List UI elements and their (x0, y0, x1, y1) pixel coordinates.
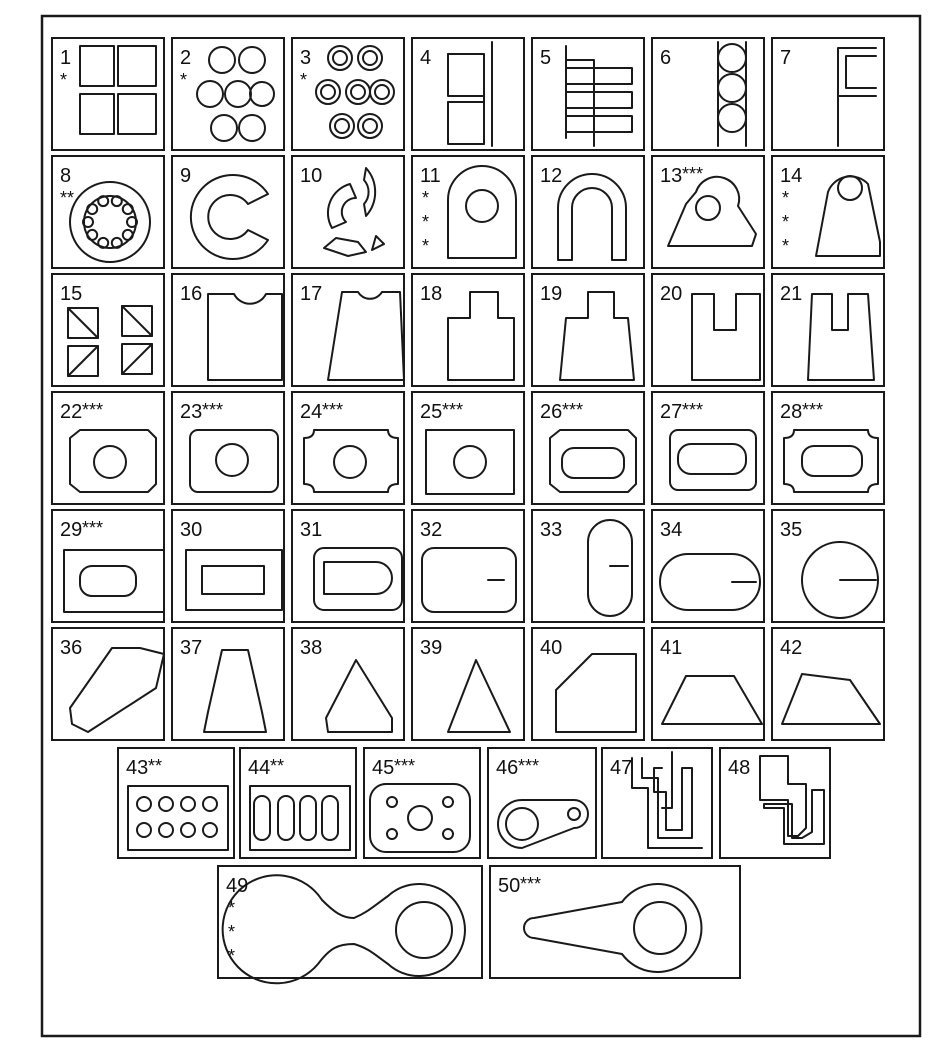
shape-cell-35 (772, 510, 884, 622)
cell-number: 21 (780, 283, 803, 305)
difficulty-stars: *** (682, 164, 704, 184)
shape-cell-1 (52, 38, 164, 150)
shape-cell-41 (652, 628, 764, 740)
shape-cell-18 (412, 274, 524, 386)
shape-cell-15 (52, 274, 164, 386)
shape-cell-36 (52, 628, 164, 740)
cell-number: 11 (420, 165, 441, 187)
cell-number: 26 (540, 401, 563, 423)
cell-number: 46 (496, 757, 519, 779)
shape-cell-2 (172, 38, 284, 150)
cell-number: 36 (60, 637, 83, 659)
cell-number: 42 (780, 637, 803, 659)
shape-cell-9 (172, 156, 284, 268)
difficulty-stars: *** (82, 400, 104, 420)
cell-number: 5 (540, 47, 552, 69)
cell-number: 16 (180, 283, 203, 305)
shape-cell-33 (532, 510, 644, 622)
shape-cell-26 (532, 392, 644, 504)
cell-number: 13 (660, 165, 683, 187)
shape-cell-32 (412, 510, 524, 622)
shape-cell-14 (772, 156, 884, 268)
shape-cell-30 (172, 510, 284, 622)
shape-cell-31 (292, 510, 404, 622)
cell-number: 45 (372, 757, 395, 779)
cell-number: 48 (728, 757, 751, 779)
shape-cell-20 (652, 274, 764, 386)
cell-number: 18 (420, 283, 443, 305)
cell-number: 12 (540, 165, 563, 187)
cell-number: 22 (60, 401, 83, 423)
cell-number: 10 (300, 165, 323, 187)
shape-cell-10 (292, 156, 404, 268)
cell-number: 9 (180, 165, 192, 187)
difficulty-stars: *** (82, 518, 104, 538)
shape-cell-24 (292, 392, 404, 504)
cell-number: 38 (300, 637, 323, 659)
difficulty-stars: *** (802, 400, 824, 420)
shape-cell-29 (52, 510, 164, 622)
shape-cell-8 (52, 156, 164, 268)
shape-cell-6 (652, 38, 764, 150)
cell-number: 19 (540, 283, 563, 305)
cell-number: 43 (126, 757, 149, 779)
shape-cell-34 (652, 510, 764, 622)
cell-number: 7 (780, 47, 792, 69)
shape-cell-48 (720, 748, 830, 858)
cell-number: 24 (300, 401, 323, 423)
shape-cell-7 (772, 38, 884, 150)
cell-number: 35 (780, 519, 803, 541)
cell-number: 27 (660, 401, 683, 423)
difficulty-stars: *** (442, 400, 464, 420)
shape-cell-47 (602, 748, 712, 858)
shape-cell-45 (364, 748, 480, 858)
cell-number: 32 (420, 519, 443, 541)
cell-number: 34 (660, 519, 683, 541)
difficulty-stars: ** (148, 756, 163, 776)
cell-number: 49 (226, 875, 249, 897)
difficulty-stars: * (180, 70, 188, 90)
shape-cell-28 (772, 392, 884, 504)
shape-cell-43 (118, 748, 234, 858)
shape-cell-49 (218, 866, 482, 983)
cell-number: 25 (420, 401, 443, 423)
cell-number: 33 (540, 519, 563, 541)
difficulty-stars: *** (202, 400, 224, 420)
cell-number: 20 (660, 283, 683, 305)
shape-cell-21 (772, 274, 884, 386)
shape-cell-50 (490, 866, 740, 978)
cell-number: 4 (420, 47, 432, 69)
difficulty-stars: * * * (422, 188, 430, 256)
shape-cell-37 (172, 628, 284, 740)
cell-number: 29 (60, 519, 83, 541)
cell-number: 30 (180, 519, 203, 541)
cell-number: 23 (180, 401, 203, 423)
cell-number: 40 (540, 637, 563, 659)
cell-number: 14 (780, 165, 803, 187)
cell-number: 47 (610, 757, 633, 779)
cell-number: 31 (300, 519, 323, 541)
cell-number: 39 (420, 637, 443, 659)
cell-number: 50 (498, 875, 521, 897)
cell-number: 6 (660, 47, 672, 69)
shape-cell-27 (652, 392, 764, 504)
cell-number: 37 (180, 637, 203, 659)
cell-number: 17 (300, 283, 323, 305)
shape-cell-40 (532, 628, 644, 740)
shape-cell-25 (412, 392, 524, 504)
cell-border (218, 866, 482, 978)
difficulty-stars: * * * (782, 188, 790, 256)
cell-number: 41 (660, 637, 683, 659)
shape-cell-12 (532, 156, 644, 268)
shape-cell-22 (52, 392, 164, 504)
shape-cell-5 (532, 38, 644, 150)
cell-number: 44 (248, 757, 271, 779)
shape-cell-42 (772, 628, 884, 740)
difficulty-stars: *** (562, 400, 584, 420)
difficulty-stars: ** (60, 188, 75, 208)
cell-number: 8 (60, 165, 72, 187)
shape-cell-17 (292, 274, 404, 386)
shape-cell-4 (412, 38, 524, 150)
shape-cell-39 (412, 628, 524, 740)
cell-number: 3 (300, 47, 312, 69)
difficulty-stars: *** (682, 400, 704, 420)
shape-cell-38 (292, 628, 404, 740)
difficulty-stars: * * * (228, 898, 236, 966)
cell-number: 28 (780, 401, 803, 423)
difficulty-stars: *** (322, 400, 344, 420)
shape-cell-13 (652, 156, 764, 268)
difficulty-stars: *** (518, 756, 540, 776)
difficulty-stars: *** (394, 756, 416, 776)
shape-cell-11 (412, 156, 524, 268)
shape-cell-46 (488, 748, 596, 858)
shape-cell-19 (532, 274, 644, 386)
difficulty-stars: * (60, 70, 68, 90)
cell-number: 2 (180, 47, 192, 69)
difficulty-stars: *** (520, 874, 542, 894)
shape-cell-23 (172, 392, 284, 504)
difficulty-stars: ** (270, 756, 285, 776)
shape-cell-44 (240, 748, 356, 858)
cell-grid (52, 38, 884, 983)
shape-cell-16 (172, 274, 284, 386)
shape-cell-3 (292, 38, 404, 150)
cell-number: 1 (60, 47, 72, 69)
cell-number: 15 (60, 283, 83, 305)
difficulty-stars: * (300, 70, 308, 90)
